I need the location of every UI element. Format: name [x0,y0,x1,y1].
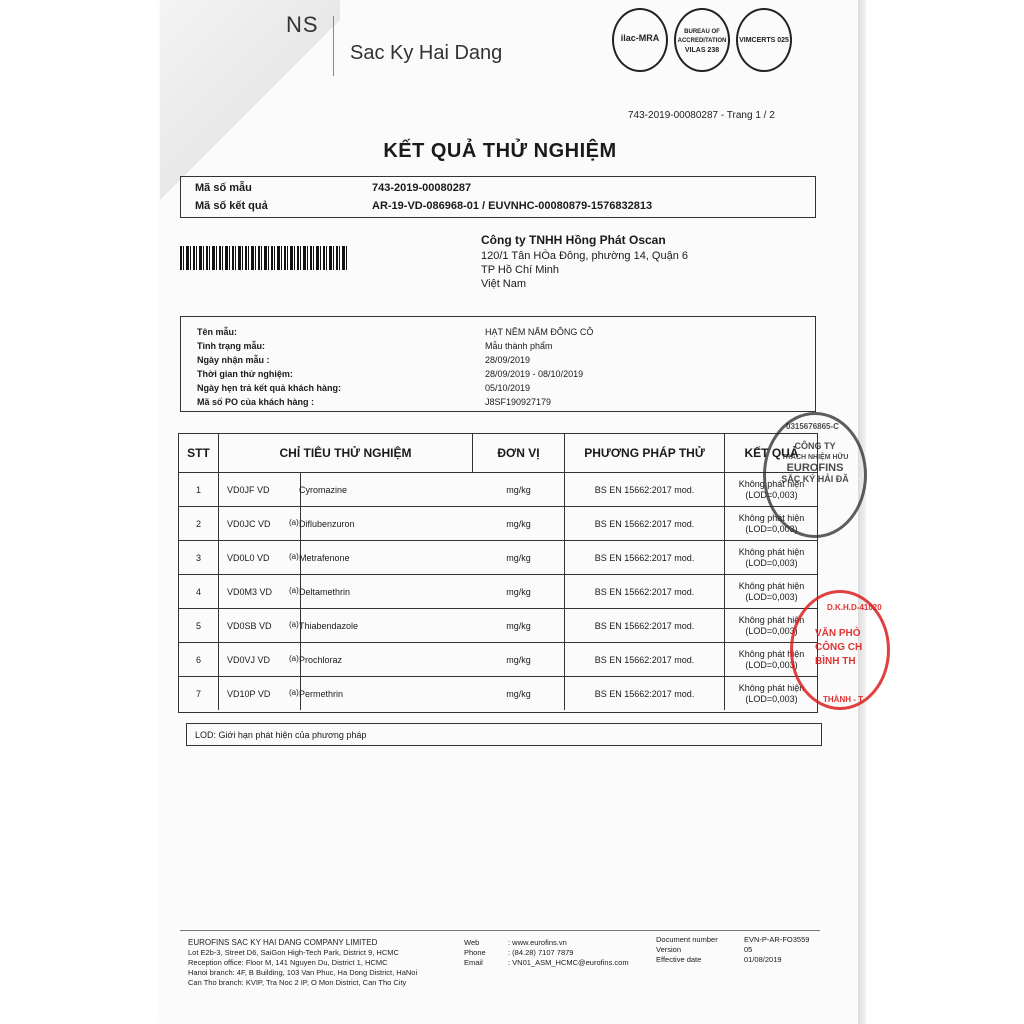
row-result [725,541,818,574]
table-row [179,676,817,710]
row-method: BS EN 15662:2017 mod. [565,609,725,642]
stamp-line: SẮC KÝ HẢI ĐĂ [781,474,849,484]
red-office-stamp [790,590,890,710]
row-note: (a) [289,552,299,561]
row-stt: 2 [179,507,219,540]
result-text: Không phát hiện [738,512,805,523]
row-method: BS EN 15662:2017 mod. [565,677,725,710]
table-row [179,506,817,540]
table-row [179,608,817,642]
result-id-label: Mã số kết quả [195,200,268,212]
result-lod: (LOD=0,003) [745,591,798,602]
contact-key: Phone [464,948,486,957]
brand-divider [333,16,334,76]
document-metadata [656,935,816,965]
result-id-value: AR-19-VD-086968-01 / EUVNHC-00080879-1576832813 [372,200,653,212]
row-parameter: Thiabendazole [299,621,359,631]
header-result: KẾT QUẢ [744,446,799,460]
row-code: VD0SB VD [219,609,301,642]
contact-web[interactable]: : www.eurofins.vn [508,938,567,947]
report-title: KẾT QUẢ THỬ NGHIỆM [383,140,617,162]
stamp-number: D.K.H.D-41020 [827,603,882,612]
contact-key: Email [464,958,483,967]
row-method: BS EN 15662:2017 mod. [565,541,725,574]
customer-address-line2: TP Hồ Chí Minh [481,264,560,276]
header-parameter: CHỈ TIÊU THỬ NGHIỆM [219,434,473,472]
stamp-line: CÔNG CH [815,642,863,653]
meta-value: 05 [744,945,753,954]
info-label: Ngày hẹn trả kết quả khách hàng: [197,383,342,393]
stamp-line: CÔNG TY [794,441,836,451]
row-code: VD0L0 VD [219,541,301,574]
row-note: (a) [289,654,299,663]
table-row [179,642,817,676]
row-parameter: Prochloraz [299,655,343,665]
stamp-line: TRÁCH NHIỆM HỮU [781,454,849,461]
row-parameter: Metrafenone [299,553,350,563]
brand-name: Sac Ky Hai Dang [350,42,503,64]
row-unit: mg/kg [473,575,565,608]
row-unit: mg/kg [473,609,565,642]
meta-key: Effective date [656,955,702,964]
row-parameter: Cyromazine [299,485,348,495]
page-reference: 743-2019-00080287 - Trang 1 / 2 [628,110,775,121]
row-unit: mg/kg [473,507,565,540]
row-code: VD0JF VD [219,473,301,506]
row-note: (a) [289,586,299,595]
row-stt: 5 [179,609,219,642]
footer-divider [180,930,820,931]
company-round-stamp [763,412,867,538]
result-lod: (LOD=0,003) [745,557,798,568]
accreditation-seals [612,8,792,72]
info-value: Mẫu thành phẩm [485,341,553,351]
row-code: VD0VJ VD [219,643,301,676]
row-note: (a) [289,688,299,697]
meta-value: 01/08/2019 [744,955,782,964]
info-label: Ngày nhận mẫu : [197,355,270,365]
row-unit: mg/kg [473,473,565,506]
result-lod: (LOD=0,003) [745,489,798,500]
result-text: Không phát hiện [738,580,805,591]
result-text: Không phát hiện [738,682,805,693]
brand-logo-partial: NS [286,12,319,37]
results-table [178,433,818,713]
result-text: Không phát hiện [738,614,805,625]
table-row [179,540,817,574]
lod-note: LOD: Giới hạn phát hiện của phương pháp [186,723,822,746]
id-box [180,176,816,218]
result-lod: (LOD=0,003) [745,693,798,704]
header-method: PHƯƠNG PHÁP THỬ [565,434,725,472]
meta-key: Document number [656,935,718,944]
meta-value: EVN-P-AR-FO3559 [744,935,810,944]
contact-email[interactable]: : VN01_ASM_HCMC@eurofins.com [508,958,629,967]
row-method: BS EN 15662:2017 mod. [565,643,725,676]
row-parameter: Permethrin [299,689,344,699]
footer-line: Reception office: Floor M, 141 Nguyen Du, District 1, HCMC [188,958,388,967]
customer-address-line1: 120/1 Tân HÒa Đông, phường 14, Quận 6 [481,250,689,262]
sample-info-box [180,316,816,412]
meta-key: Version [656,945,682,954]
stamp-bottom: THÀNH - T [823,695,863,704]
footer-line: Hanoi branch: 4F, B Building, 103 Van Phuc, Ha Dong District, HaNoi [188,968,418,977]
info-label: Tên mẫu: [197,327,238,337]
row-stt: 3 [179,541,219,574]
header-stt: STT [179,434,219,472]
row-method: BS EN 15662:2017 mod. [565,507,725,540]
footer-address [188,938,417,988]
row-stt: 1 [179,473,219,506]
ilac-seal: ilac-MRA [612,8,668,72]
sample-id-label: Mã số mẫu [195,182,252,194]
row-note: (a) [289,518,299,527]
table-row [179,472,817,506]
customer-name: Công ty TNHH Hồng Phát Oscan [481,233,666,247]
footer-line: Can Tho branch: KVIP, Tra Noc 2 IP, O Mon District, Can Tho City [188,978,407,987]
boa-seal: BUREAU OF ACCREDITATION VILAS 238 [674,8,730,72]
result-text: Không phát hiện [738,648,805,659]
paper-stack-edge [858,0,866,1024]
result-lod: (LOD=0,003) [745,523,798,534]
info-label: Thời gian thử nghiệm: [197,369,293,379]
result-text: Không phát hiện [738,478,805,489]
row-stt: 4 [179,575,219,608]
contact-phone: : (84.28) 7107 7879 [508,948,574,957]
row-parameter: Deltamethrin [299,587,351,597]
sample-id-value: 743-2019-00080287 [372,182,472,194]
row-code: VD10P VD [219,677,301,710]
row-note: (a) [289,620,299,629]
result-lod: (LOD=0,003) [745,659,798,670]
info-value: 05/10/2019 [485,383,531,393]
stamp-number: 0315676865-C [786,422,839,431]
row-unit: mg/kg [473,541,565,574]
info-value: 28/09/2019 [485,355,531,365]
stamp-line: VĂN PHÒ [815,628,861,639]
vimcerts-seal: VIMCERTS 025 [736,8,792,72]
result-lod: (LOD=0,003) [745,625,798,636]
row-method: BS EN 15662:2017 mod. [565,575,725,608]
result-text: Không phát hiện [738,546,805,557]
footer-company: EUROFINS SAC KY HAI DANG COMPANY LIMITED [188,938,378,947]
row-code: VD0JC VD [219,507,301,540]
info-value: 28/09/2019 - 08/10/2019 [485,369,584,379]
header-unit: ĐƠN VỊ [473,434,565,472]
row-unit: mg/kg [473,643,565,676]
row-parameter: Diflubenzuron [299,519,355,529]
row-unit: mg/kg [473,677,565,710]
row-result [725,575,818,608]
row-stt: 7 [179,677,219,710]
stamp-line: EUROFINS [786,462,844,474]
table-row [179,574,817,608]
row-code: VD0M3 VD [219,575,301,608]
barcode [180,246,348,270]
info-value: J8SF190927179 [485,397,552,407]
contact-key: Web [464,938,480,947]
row-stt: 6 [179,643,219,676]
info-value: HẠT NÊM NẤM ĐÔNG CÔ [485,327,594,337]
row-method: BS EN 15662:2017 mod. [565,473,725,506]
footer-line: Lot E2b-3, Street D6, SaiGon High-Tech Park, District 9, HCMC [188,948,399,957]
customer-address [481,233,688,291]
customer-country: Việt Nam [481,278,527,290]
stamp-line: BÌNH TH [815,656,856,667]
info-label: Mã số PO của khách hàng : [197,397,315,407]
footer-contacts [464,938,644,968]
info-label: Tình trạng mẫu: [197,341,265,351]
